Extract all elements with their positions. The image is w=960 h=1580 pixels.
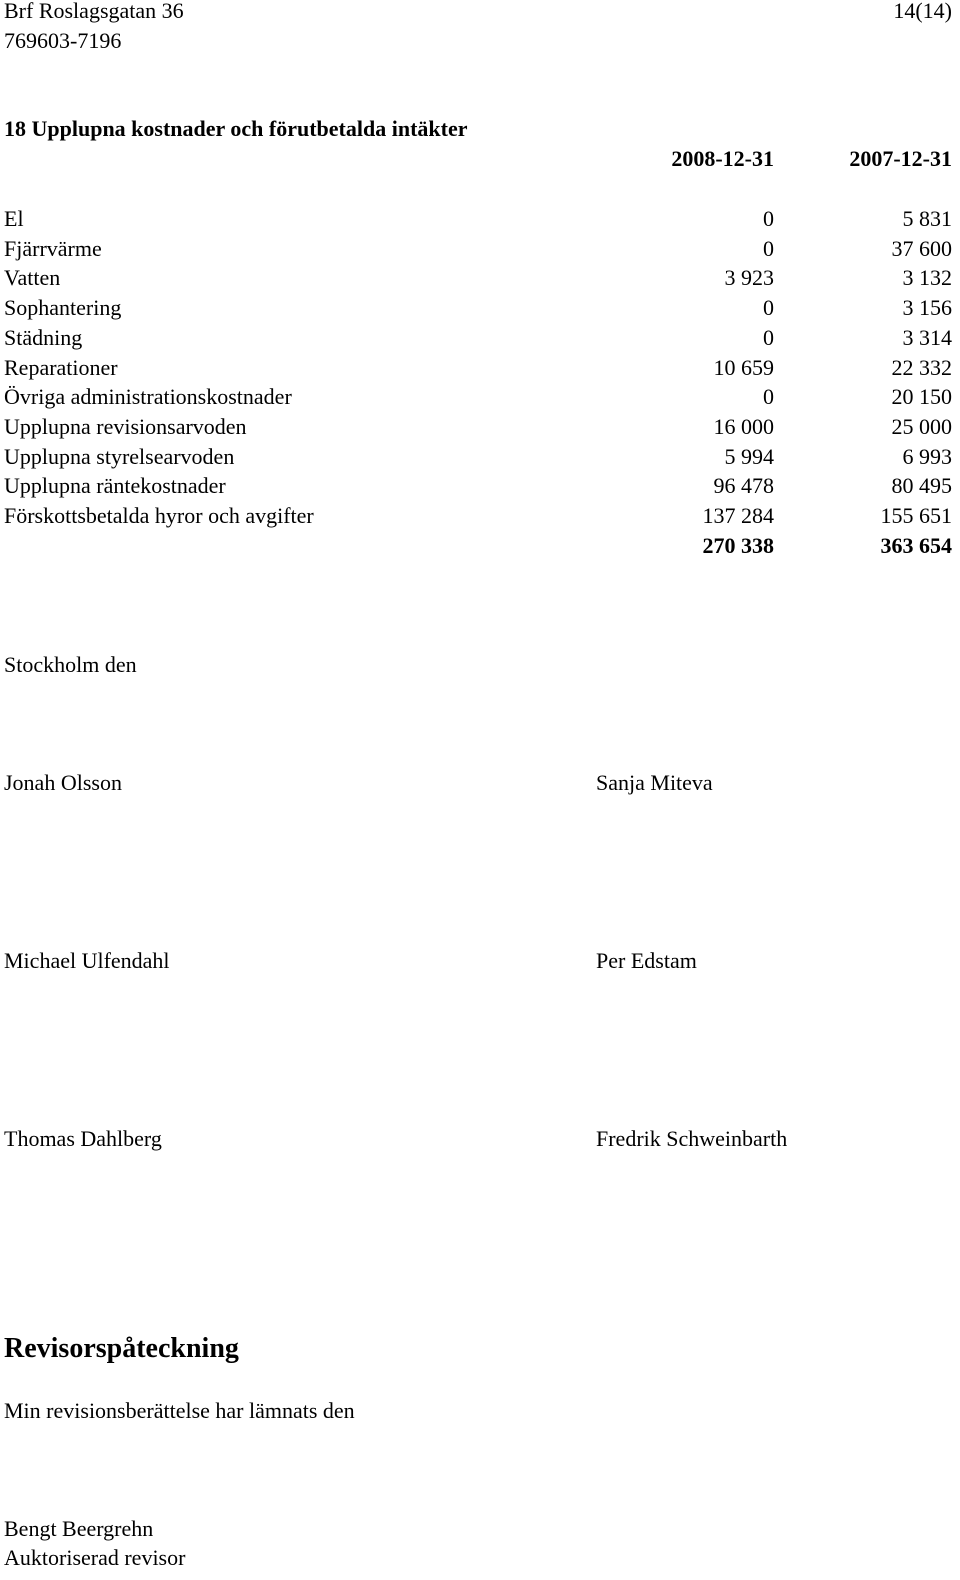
auditor-name: Bengt Beergrehn <box>4 1516 154 1541</box>
row-value-current: 5 994 <box>724 444 774 469</box>
signatory-name: Per Edstam <box>596 948 697 973</box>
page-number: 14(14) <box>893 0 952 23</box>
row-label: Reparationer <box>4 355 118 380</box>
row-value-previous: 22 332 <box>891 355 952 380</box>
note-title: 18 Upplupna kostnader och förutbetalda intäkter <box>4 116 468 141</box>
signatory-name: Jonah Olsson <box>4 770 122 795</box>
row-value-previous: 155 651 <box>880 503 952 528</box>
row-value-previous: 20 150 <box>891 384 952 409</box>
row-value-previous: 37 600 <box>891 236 952 261</box>
row-label: Städning <box>4 325 83 350</box>
row-label: Upplupna styrelsearvoden <box>4 444 235 469</box>
row-label: Upplupna räntekostnader <box>4 473 226 498</box>
organization-name: Brf Roslagsgatan 36 <box>4 0 184 23</box>
auditor-title: Auktoriserad revisor <box>4 1545 186 1570</box>
row-label: Sophantering <box>4 295 122 320</box>
row-label: Upplupna revisionsarvoden <box>4 414 247 439</box>
row-value-previous: 5 831 <box>902 206 952 231</box>
row-value-current: 0 <box>763 295 774 320</box>
signatory-name: Michael Ulfendahl <box>4 948 170 973</box>
row-value-current: 0 <box>763 236 774 261</box>
row-value-current: 16 000 <box>713 414 774 439</box>
row-value-current: 96 478 <box>713 473 774 498</box>
organization-number: 769603-7196 <box>4 28 122 53</box>
signatory-name: Sanja Miteva <box>596 770 713 795</box>
column-header-previous: 2007-12-31 <box>849 146 952 171</box>
row-value-previous: 80 495 <box>891 473 952 498</box>
row-value-previous: 6 993 <box>902 444 952 469</box>
row-value-current: 0 <box>763 384 774 409</box>
row-label: Förskottsbetalda hyror och avgifter <box>4 503 314 528</box>
row-value-current: 0 <box>763 325 774 350</box>
row-value-previous: 3 314 <box>902 325 952 350</box>
row-value-previous: 25 000 <box>891 414 952 439</box>
row-value-previous: 3 132 <box>902 265 952 290</box>
row-label: El <box>4 206 24 231</box>
row-value-current: 10 659 <box>713 355 774 380</box>
total-previous: 363 654 <box>880 533 952 558</box>
place-date: Stockholm den <box>4 652 137 677</box>
row-label: Fjärrvärme <box>4 236 102 261</box>
column-header-current: 2008-12-31 <box>671 146 774 171</box>
audit-heading: Revisorspåteckning <box>4 1333 239 1364</box>
row-label: Övriga administrationskostnader <box>4 384 292 409</box>
signatory-name: Thomas Dahlberg <box>4 1126 162 1151</box>
row-value-current: 3 923 <box>724 265 774 290</box>
row-value-previous: 3 156 <box>902 295 952 320</box>
row-value-current: 137 284 <box>702 503 774 528</box>
signatory-name: Fredrik Schweinbarth <box>596 1126 788 1151</box>
row-value-current: 0 <box>763 206 774 231</box>
audit-statement: Min revisionsberättelse har lämnats den <box>4 1398 355 1423</box>
row-label: Vatten <box>4 265 61 290</box>
total-current: 270 338 <box>702 533 774 558</box>
